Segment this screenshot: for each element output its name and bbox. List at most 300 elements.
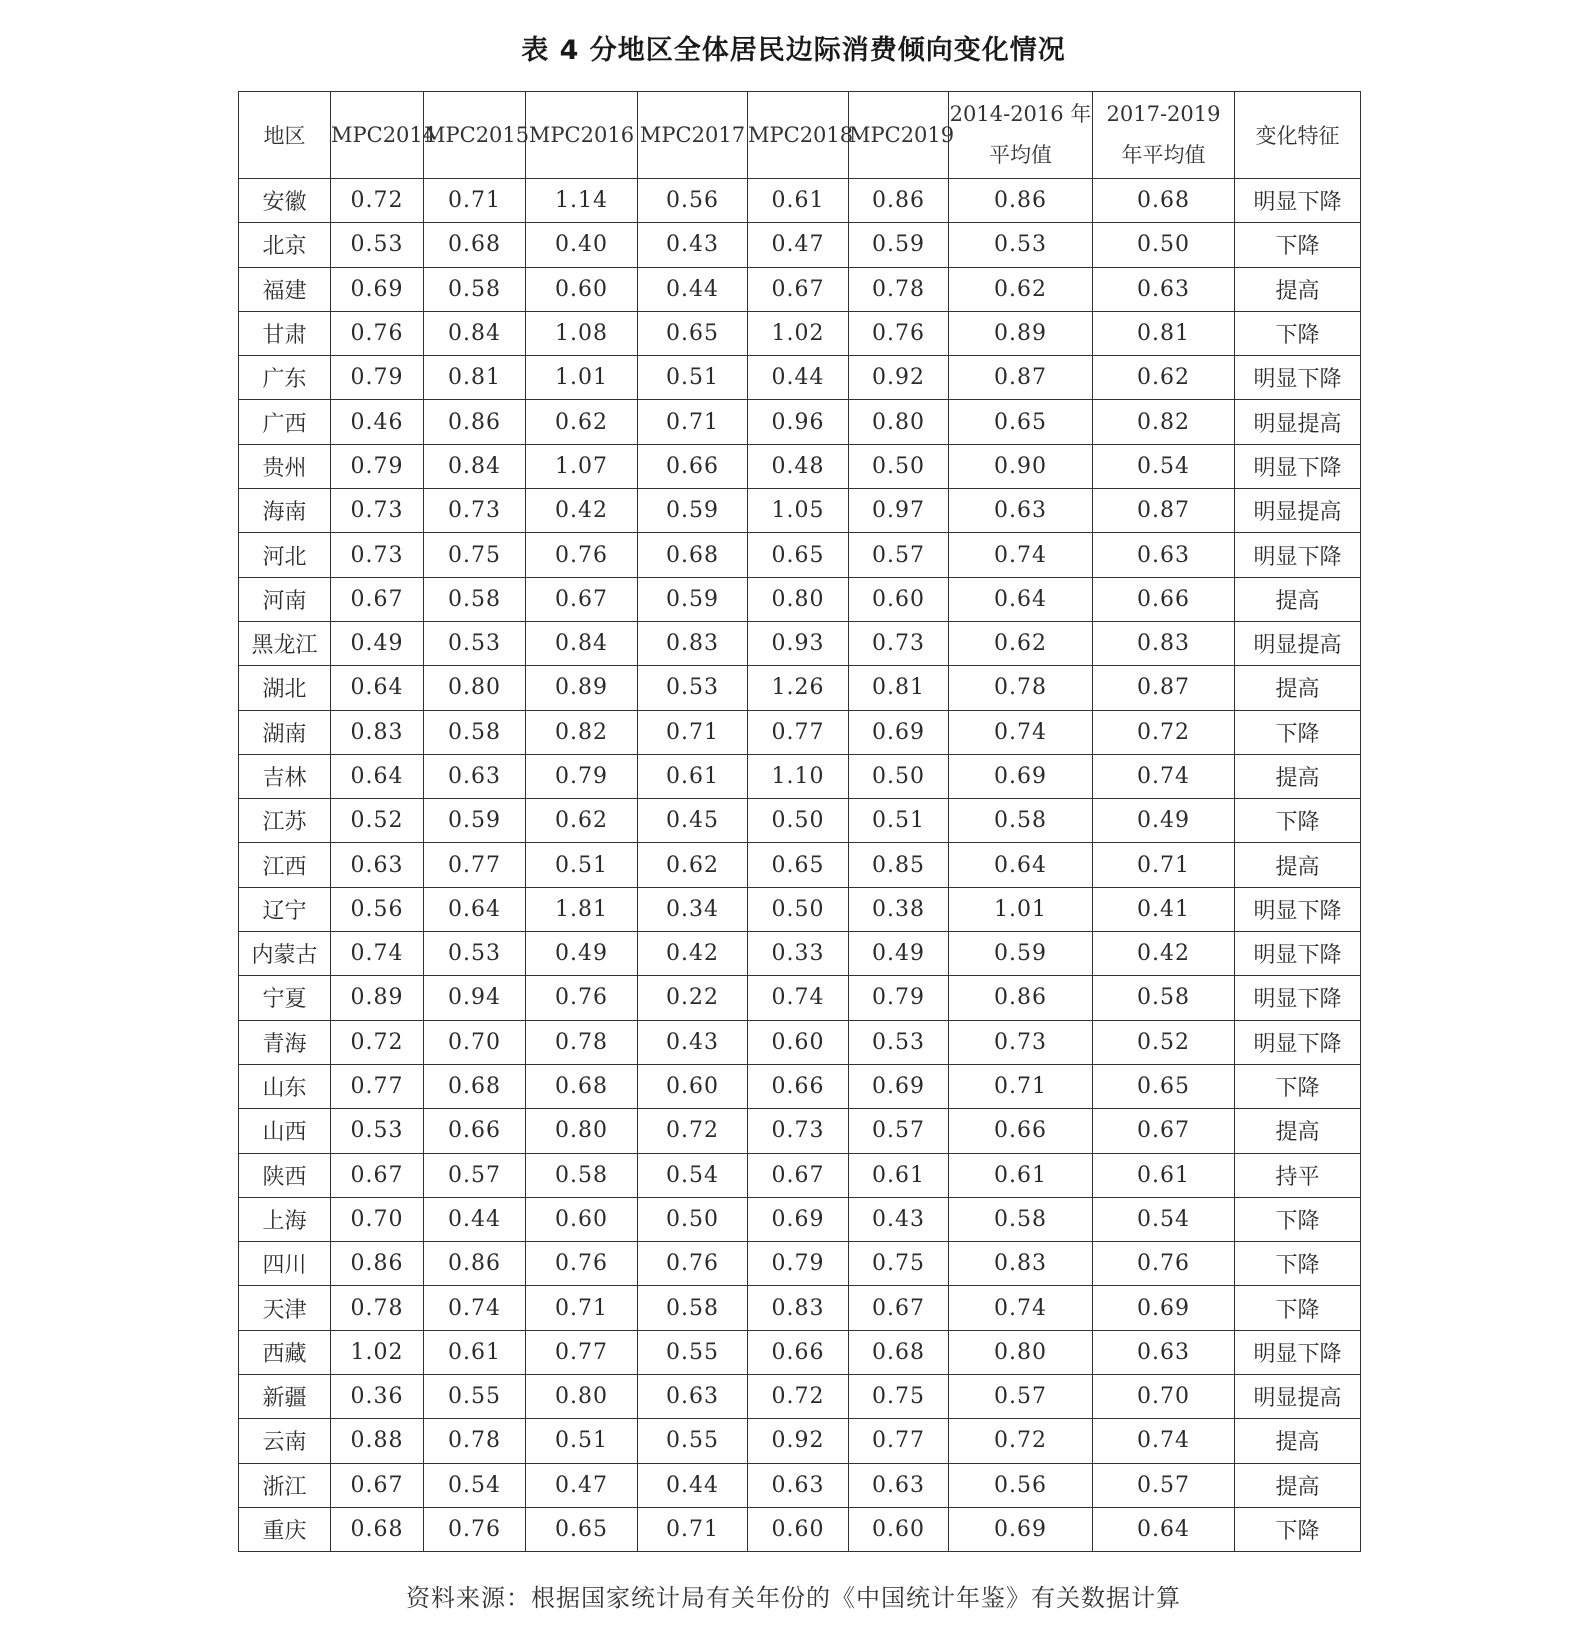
cell-change-feature: 下降	[1235, 1286, 1361, 1330]
cell-mpc2018: 0.63	[748, 1463, 849, 1507]
cell-avg-2014-2016: 1.01	[949, 887, 1093, 931]
cell-change-feature: 下降	[1235, 311, 1361, 355]
cell-avg-2017-2019: 0.68	[1093, 179, 1235, 223]
cell-mpc2019: 0.60	[849, 577, 949, 621]
cell-mpc2016: 0.51	[526, 1419, 638, 1463]
cell-mpc2014: 0.46	[331, 400, 424, 444]
cell-mpc2018: 0.80	[748, 577, 849, 621]
cell-mpc2015: 0.70	[424, 1020, 526, 1064]
cell-mpc2016: 0.71	[526, 1286, 638, 1330]
cell-mpc2019: 0.49	[849, 932, 949, 976]
cell-mpc2016: 0.60	[526, 1197, 638, 1241]
cell-mpc2014: 1.02	[331, 1330, 424, 1374]
cell-region: 上海	[239, 1197, 331, 1241]
cell-avg-2017-2019: 0.81	[1093, 311, 1235, 355]
cell-region: 广东	[239, 356, 331, 400]
cell-region: 江苏	[239, 799, 331, 843]
cell-mpc2015: 0.75	[424, 533, 526, 577]
cell-mpc2019: 0.92	[849, 356, 949, 400]
cell-mpc2017: 0.43	[638, 1020, 748, 1064]
cell-mpc2015: 0.76	[424, 1507, 526, 1551]
cell-change-feature: 明显下降	[1235, 444, 1361, 488]
header-change-feature: 变化特征	[1235, 92, 1361, 179]
cell-mpc2017: 0.71	[638, 1507, 748, 1551]
cell-avg-2017-2019: 0.61	[1093, 1153, 1235, 1197]
cell-mpc2014: 0.72	[331, 1020, 424, 1064]
cell-mpc2017: 0.76	[638, 1242, 748, 1286]
cell-mpc2017: 0.55	[638, 1330, 748, 1374]
cell-mpc2017: 0.56	[638, 179, 748, 223]
cell-mpc2016: 0.42	[526, 489, 638, 533]
cell-mpc2017: 0.53	[638, 666, 748, 710]
cell-avg-2017-2019: 0.83	[1093, 621, 1235, 665]
cell-mpc2016: 0.78	[526, 1020, 638, 1064]
cell-region: 湖北	[239, 666, 331, 710]
table-title: 表 4 分地区全体居民边际消费倾向变化情况	[521, 35, 1066, 66]
cell-mpc2017: 0.34	[638, 887, 748, 931]
header-mpc2014: MPC2014	[331, 92, 424, 179]
cell-region: 海南	[239, 489, 331, 533]
cell-mpc2018: 1.02	[748, 311, 849, 355]
cell-change-feature: 明显下降	[1235, 179, 1361, 223]
cell-mpc2018: 1.26	[748, 666, 849, 710]
table-row	[239, 1375, 1361, 1419]
cell-mpc2015: 0.44	[424, 1197, 526, 1241]
cell-avg-2014-2016: 0.86	[949, 976, 1093, 1020]
cell-change-feature: 明显下降	[1235, 1020, 1361, 1064]
cell-mpc2015: 0.59	[424, 799, 526, 843]
cell-region: 江西	[239, 843, 331, 887]
cell-avg-2017-2019: 0.42	[1093, 932, 1235, 976]
cell-region: 四川	[239, 1242, 331, 1286]
cell-region: 陕西	[239, 1153, 331, 1197]
cell-mpc2019: 0.51	[849, 799, 949, 843]
cell-mpc2017: 0.42	[638, 932, 748, 976]
table-row	[239, 533, 1361, 577]
cell-mpc2016: 1.14	[526, 179, 638, 223]
cell-avg-2014-2016: 0.62	[949, 621, 1093, 665]
cell-avg-2014-2016: 0.90	[949, 444, 1093, 488]
cell-mpc2017: 0.71	[638, 400, 748, 444]
cell-change-feature: 持平	[1235, 1153, 1361, 1197]
cell-avg-2014-2016: 0.58	[949, 799, 1093, 843]
cell-mpc2016: 1.01	[526, 356, 638, 400]
cell-change-feature: 提高	[1235, 666, 1361, 710]
cell-mpc2017: 0.51	[638, 356, 748, 400]
table-row	[239, 1064, 1361, 1108]
cell-mpc2015: 0.78	[424, 1419, 526, 1463]
cell-mpc2019: 0.61	[849, 1153, 949, 1197]
cell-mpc2017: 0.59	[638, 577, 748, 621]
cell-mpc2018: 0.65	[748, 843, 849, 887]
cell-mpc2019: 0.57	[849, 1109, 949, 1153]
cell-mpc2015: 0.74	[424, 1286, 526, 1330]
cell-mpc2015: 0.58	[424, 267, 526, 311]
cell-mpc2017: 0.60	[638, 1064, 748, 1108]
cell-region: 内蒙古	[239, 932, 331, 976]
cell-avg-2017-2019: 0.71	[1093, 843, 1235, 887]
cell-mpc2018: 0.73	[748, 1109, 849, 1153]
cell-avg-2014-2016: 0.58	[949, 1197, 1093, 1241]
cell-mpc2014: 0.86	[331, 1242, 424, 1286]
cell-avg-2017-2019: 0.58	[1093, 976, 1235, 1020]
cell-region: 重庆	[239, 1507, 331, 1551]
cell-region: 西藏	[239, 1330, 331, 1374]
table-row	[239, 621, 1361, 665]
cell-change-feature: 提高	[1235, 577, 1361, 621]
cell-mpc2017: 0.22	[638, 976, 748, 1020]
header-mpc2015: MPC2015	[424, 92, 526, 179]
table-row	[239, 710, 1361, 754]
cell-mpc2015: 0.77	[424, 843, 526, 887]
cell-change-feature: 下降	[1235, 710, 1361, 754]
cell-mpc2019: 0.86	[849, 179, 949, 223]
cell-mpc2019: 0.76	[849, 311, 949, 355]
cell-mpc2019: 0.43	[849, 1197, 949, 1241]
cell-avg-2017-2019: 0.54	[1093, 1197, 1235, 1241]
cell-mpc2015: 0.57	[424, 1153, 526, 1197]
cell-mpc2017: 0.45	[638, 799, 748, 843]
table-row	[239, 311, 1361, 355]
cell-avg-2017-2019: 0.69	[1093, 1286, 1235, 1330]
table-body	[239, 179, 1361, 1552]
cell-avg-2014-2016: 0.69	[949, 1507, 1093, 1551]
table-row	[239, 976, 1361, 1020]
cell-mpc2018: 1.10	[748, 754, 849, 798]
cell-mpc2019: 0.63	[849, 1463, 949, 1507]
cell-mpc2015: 0.58	[424, 710, 526, 754]
cell-mpc2018: 0.47	[748, 223, 849, 267]
cell-mpc2014: 0.79	[331, 444, 424, 488]
cell-mpc2017: 0.66	[638, 444, 748, 488]
cell-mpc2016: 0.62	[526, 799, 638, 843]
cell-mpc2015: 0.66	[424, 1109, 526, 1153]
cell-avg-2014-2016: 0.74	[949, 710, 1093, 754]
cell-mpc2018: 0.50	[748, 799, 849, 843]
cell-avg-2017-2019: 0.63	[1093, 267, 1235, 311]
cell-mpc2015: 0.94	[424, 976, 526, 1020]
cell-avg-2017-2019: 0.50	[1093, 223, 1235, 267]
table-row	[239, 267, 1361, 311]
cell-mpc2019: 0.50	[849, 444, 949, 488]
cell-region: 北京	[239, 223, 331, 267]
cell-mpc2015: 0.64	[424, 887, 526, 931]
cell-mpc2016: 0.62	[526, 400, 638, 444]
cell-avg-2014-2016: 0.74	[949, 533, 1093, 577]
cell-mpc2019: 0.85	[849, 843, 949, 887]
cell-mpc2017: 0.63	[638, 1375, 748, 1419]
cell-avg-2017-2019: 0.74	[1093, 754, 1235, 798]
table-row	[239, 1419, 1361, 1463]
cell-mpc2016: 0.77	[526, 1330, 638, 1374]
cell-mpc2014: 0.72	[331, 179, 424, 223]
cell-change-feature: 下降	[1235, 1507, 1361, 1551]
cell-mpc2015: 0.58	[424, 577, 526, 621]
cell-mpc2016: 0.67	[526, 577, 638, 621]
cell-mpc2018: 0.69	[748, 1197, 849, 1241]
cell-region: 宁夏	[239, 976, 331, 1020]
cell-mpc2015: 0.61	[424, 1330, 526, 1374]
cell-mpc2019: 0.97	[849, 489, 949, 533]
cell-mpc2014: 0.67	[331, 577, 424, 621]
cell-mpc2019: 0.53	[849, 1020, 949, 1064]
cell-mpc2017: 0.68	[638, 533, 748, 577]
cell-avg-2014-2016: 0.73	[949, 1020, 1093, 1064]
cell-change-feature: 明显下降	[1235, 356, 1361, 400]
cell-avg-2014-2016: 0.62	[949, 267, 1093, 311]
table-row	[239, 179, 1361, 223]
cell-mpc2018: 0.60	[748, 1507, 849, 1551]
header-avg-2017-2019: 2017-2019 年平均值	[1093, 92, 1235, 179]
cell-avg-2017-2019: 0.63	[1093, 533, 1235, 577]
cell-mpc2016: 0.76	[526, 1242, 638, 1286]
cell-mpc2019: 0.80	[849, 400, 949, 444]
cell-change-feature: 明显下降	[1235, 533, 1361, 577]
table-row	[239, 1286, 1361, 1330]
cell-change-feature: 下降	[1235, 1242, 1361, 1286]
cell-mpc2018: 0.93	[748, 621, 849, 665]
cell-avg-2014-2016: 0.89	[949, 311, 1093, 355]
cell-mpc2019: 0.50	[849, 754, 949, 798]
cell-mpc2016: 0.58	[526, 1153, 638, 1197]
cell-avg-2014-2016: 0.87	[949, 356, 1093, 400]
cell-change-feature: 提高	[1235, 1463, 1361, 1507]
cell-mpc2019: 0.81	[849, 666, 949, 710]
cell-region: 山东	[239, 1064, 331, 1108]
cell-region: 福建	[239, 267, 331, 311]
cell-mpc2016: 0.89	[526, 666, 638, 710]
cell-mpc2016: 0.65	[526, 1507, 638, 1551]
cell-mpc2016: 0.68	[526, 1064, 638, 1108]
cell-avg-2017-2019: 0.64	[1093, 1507, 1235, 1551]
cell-change-feature: 下降	[1235, 799, 1361, 843]
cell-change-feature: 下降	[1235, 1064, 1361, 1108]
cell-mpc2018: 0.72	[748, 1375, 849, 1419]
cell-mpc2015: 0.80	[424, 666, 526, 710]
cell-mpc2015: 0.84	[424, 311, 526, 355]
cell-mpc2019: 0.73	[849, 621, 949, 665]
mpc-table	[238, 91, 1361, 1552]
cell-mpc2015: 0.81	[424, 356, 526, 400]
cell-change-feature: 明显提高	[1235, 489, 1361, 533]
cell-mpc2015: 0.53	[424, 932, 526, 976]
cell-change-feature: 明显下降	[1235, 932, 1361, 976]
cell-region: 黑龙江	[239, 621, 331, 665]
cell-mpc2017: 0.83	[638, 621, 748, 665]
table-row	[239, 887, 1361, 931]
cell-mpc2019: 0.69	[849, 1064, 949, 1108]
cell-region: 湖南	[239, 710, 331, 754]
cell-avg-2017-2019: 0.87	[1093, 489, 1235, 533]
cell-avg-2014-2016: 0.63	[949, 489, 1093, 533]
cell-change-feature: 提高	[1235, 843, 1361, 887]
cell-mpc2018: 1.05	[748, 489, 849, 533]
header-mpc2019: MPC2019	[849, 92, 949, 179]
cell-avg-2014-2016: 0.59	[949, 932, 1093, 976]
table-row	[239, 356, 1361, 400]
cell-mpc2015: 0.54	[424, 1463, 526, 1507]
cell-mpc2014: 0.89	[331, 976, 424, 1020]
cell-avg-2014-2016: 0.69	[949, 754, 1093, 798]
cell-region: 吉林	[239, 754, 331, 798]
cell-change-feature: 下降	[1235, 1197, 1361, 1241]
table-row	[239, 1242, 1361, 1286]
cell-mpc2014: 0.52	[331, 799, 424, 843]
cell-avg-2017-2019: 0.70	[1093, 1375, 1235, 1419]
cell-mpc2014: 0.78	[331, 1286, 424, 1330]
table-row	[239, 1463, 1361, 1507]
cell-mpc2016: 0.79	[526, 754, 638, 798]
cell-mpc2014: 0.67	[331, 1153, 424, 1197]
cell-change-feature: 提高	[1235, 267, 1361, 311]
cell-mpc2017: 0.72	[638, 1109, 748, 1153]
cell-change-feature: 明显下降	[1235, 976, 1361, 1020]
cell-mpc2014: 0.49	[331, 621, 424, 665]
cell-region: 河南	[239, 577, 331, 621]
cell-mpc2014: 0.73	[331, 533, 424, 577]
cell-mpc2014: 0.77	[331, 1064, 424, 1108]
table-row	[239, 444, 1361, 488]
cell-avg-2017-2019: 0.54	[1093, 444, 1235, 488]
cell-mpc2018: 0.33	[748, 932, 849, 976]
cell-mpc2016: 0.76	[526, 533, 638, 577]
cell-mpc2016: 0.51	[526, 843, 638, 887]
cell-mpc2015: 0.53	[424, 621, 526, 665]
cell-mpc2018: 0.83	[748, 1286, 849, 1330]
header-mpc2018: MPC2018	[748, 92, 849, 179]
cell-avg-2014-2016: 0.74	[949, 1286, 1093, 1330]
cell-mpc2014: 0.83	[331, 710, 424, 754]
cell-avg-2017-2019: 0.57	[1093, 1463, 1235, 1507]
cell-avg-2014-2016: 0.83	[949, 1242, 1093, 1286]
cell-avg-2014-2016: 0.78	[949, 666, 1093, 710]
header-row	[239, 92, 1361, 179]
cell-mpc2015: 0.55	[424, 1375, 526, 1419]
cell-mpc2017: 0.62	[638, 843, 748, 887]
cell-mpc2018: 0.61	[748, 179, 849, 223]
cell-mpc2014: 0.64	[331, 754, 424, 798]
cell-region: 辽宁	[239, 887, 331, 931]
cell-avg-2014-2016: 0.57	[949, 1375, 1093, 1419]
cell-mpc2014: 0.79	[331, 356, 424, 400]
cell-avg-2014-2016: 0.80	[949, 1330, 1093, 1374]
table-row	[239, 799, 1361, 843]
cell-mpc2016: 0.47	[526, 1463, 638, 1507]
table-row	[239, 1153, 1361, 1197]
cell-mpc2014: 0.73	[331, 489, 424, 533]
cell-mpc2015: 0.71	[424, 179, 526, 223]
cell-mpc2018: 0.79	[748, 1242, 849, 1286]
cell-change-feature: 明显提高	[1235, 621, 1361, 665]
cell-mpc2019: 0.79	[849, 976, 949, 1020]
table-row	[239, 400, 1361, 444]
table-row	[239, 1109, 1361, 1153]
header-avg-2014-2016: 2014-2016 年平均值	[949, 92, 1093, 179]
cell-avg-2017-2019: 0.41	[1093, 887, 1235, 931]
cell-mpc2018: 0.60	[748, 1020, 849, 1064]
cell-mpc2014: 0.36	[331, 1375, 424, 1419]
cell-mpc2018: 0.66	[748, 1330, 849, 1374]
cell-mpc2019: 0.69	[849, 710, 949, 754]
cell-avg-2014-2016: 0.56	[949, 1463, 1093, 1507]
cell-avg-2017-2019: 0.67	[1093, 1109, 1235, 1153]
cell-avg-2017-2019: 0.87	[1093, 666, 1235, 710]
cell-mpc2019: 0.75	[849, 1242, 949, 1286]
cell-change-feature: 明显提高	[1235, 400, 1361, 444]
cell-mpc2018: 0.65	[748, 533, 849, 577]
cell-avg-2017-2019: 0.49	[1093, 799, 1235, 843]
cell-mpc2015: 0.86	[424, 400, 526, 444]
cell-region: 安徽	[239, 179, 331, 223]
cell-mpc2018: 0.66	[748, 1064, 849, 1108]
cell-change-feature: 下降	[1235, 223, 1361, 267]
cell-avg-2014-2016: 0.71	[949, 1064, 1093, 1108]
table-row	[239, 223, 1361, 267]
cell-mpc2017: 0.43	[638, 223, 748, 267]
cell-region: 新疆	[239, 1375, 331, 1419]
header-region: 地区	[239, 92, 331, 179]
table-row	[239, 666, 1361, 710]
cell-mpc2017: 0.50	[638, 1197, 748, 1241]
cell-avg-2017-2019: 0.65	[1093, 1064, 1235, 1108]
cell-change-feature: 提高	[1235, 1419, 1361, 1463]
cell-mpc2016: 0.82	[526, 710, 638, 754]
header-mpc2017: MPC2017	[638, 92, 748, 179]
cell-mpc2017: 0.71	[638, 710, 748, 754]
cell-mpc2014: 0.53	[331, 223, 424, 267]
cell-avg-2017-2019: 0.82	[1093, 400, 1235, 444]
cell-region: 青海	[239, 1020, 331, 1064]
cell-avg-2017-2019: 0.76	[1093, 1242, 1235, 1286]
cell-mpc2018: 0.74	[748, 976, 849, 1020]
cell-mpc2017: 0.65	[638, 311, 748, 355]
cell-avg-2014-2016: 0.64	[949, 577, 1093, 621]
cell-mpc2016: 0.49	[526, 932, 638, 976]
cell-mpc2014: 0.88	[331, 1419, 424, 1463]
header-mpc2016: MPC2016	[526, 92, 638, 179]
cell-avg-2014-2016: 0.66	[949, 1109, 1093, 1153]
cell-mpc2018: 0.44	[748, 356, 849, 400]
cell-avg-2014-2016: 0.53	[949, 223, 1093, 267]
cell-change-feature: 明显下降	[1235, 1330, 1361, 1374]
cell-avg-2017-2019: 0.52	[1093, 1020, 1235, 1064]
cell-change-feature: 明显提高	[1235, 1375, 1361, 1419]
cell-avg-2014-2016: 0.86	[949, 179, 1093, 223]
cell-mpc2019: 0.38	[849, 887, 949, 931]
cell-avg-2017-2019: 0.72	[1093, 710, 1235, 754]
cell-mpc2014: 0.76	[331, 311, 424, 355]
cell-mpc2018: 0.50	[748, 887, 849, 931]
cell-mpc2015: 0.68	[424, 223, 526, 267]
cell-mpc2015: 0.84	[424, 444, 526, 488]
table-row	[239, 577, 1361, 621]
source-note: 资料来源：根据国家统计局有关年份的《中国统计年鉴》有关数据计算	[406, 1584, 1181, 1612]
cell-mpc2014: 0.63	[331, 843, 424, 887]
cell-mpc2017: 0.44	[638, 267, 748, 311]
cell-mpc2014: 0.68	[331, 1507, 424, 1551]
cell-mpc2018: 0.96	[748, 400, 849, 444]
cell-mpc2016: 1.07	[526, 444, 638, 488]
cell-region: 浙江	[239, 1463, 331, 1507]
cell-mpc2016: 0.76	[526, 976, 638, 1020]
cell-mpc2016: 1.81	[526, 887, 638, 931]
cell-region: 河北	[239, 533, 331, 577]
cell-mpc2014: 0.53	[331, 1109, 424, 1153]
cell-avg-2014-2016: 0.61	[949, 1153, 1093, 1197]
cell-mpc2014: 0.70	[331, 1197, 424, 1241]
cell-mpc2014: 0.67	[331, 1463, 424, 1507]
cell-mpc2017: 0.59	[638, 489, 748, 533]
